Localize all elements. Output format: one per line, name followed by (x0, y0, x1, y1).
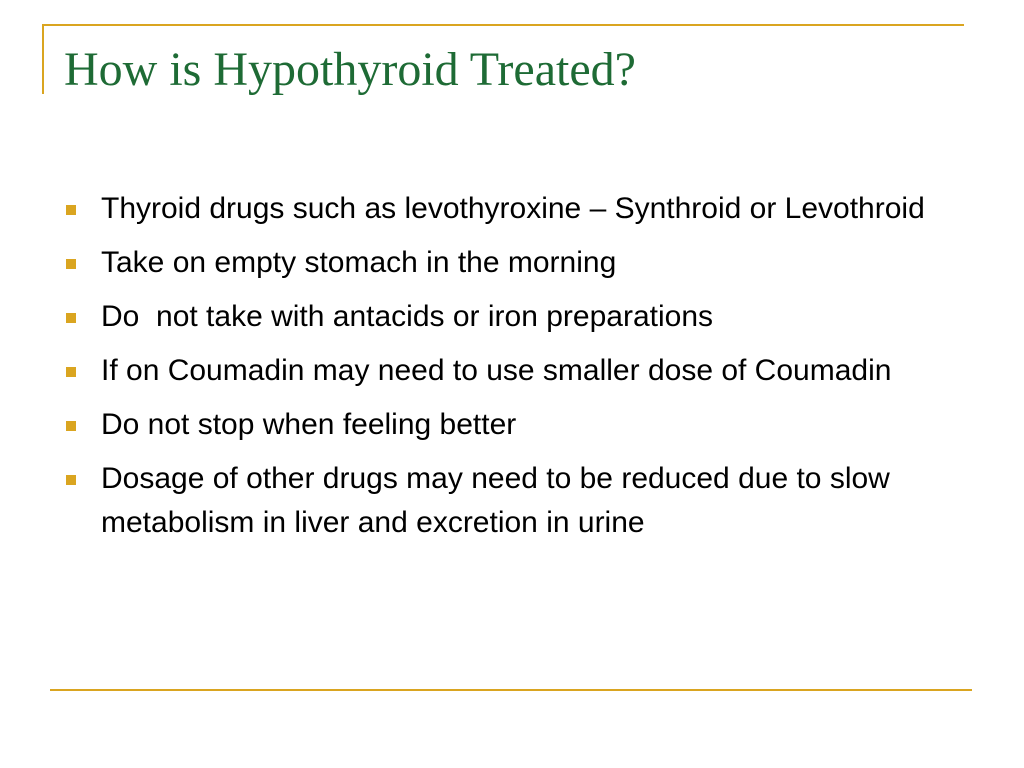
square-bullet-icon (66, 205, 76, 215)
bullet-text: Do not stop when feeling better (101, 408, 517, 441)
slide-title: How is Hypothyroid Treated? (64, 43, 636, 96)
left-accent-line (42, 24, 44, 94)
square-bullet-icon (66, 475, 76, 485)
bullet-text: Dosage of other drugs may need to be reduced due to slow metabolism in liver and excretion in urine (101, 462, 899, 539)
bullet-item (66, 403, 966, 447)
bullet-text: Do not take with antacids or iron preparations (101, 300, 713, 333)
bottom-accent-line (50, 689, 972, 691)
square-bullet-icon (66, 421, 76, 431)
bullet-item (66, 187, 966, 231)
bullet-item (66, 295, 966, 339)
bullet-item (66, 241, 966, 285)
square-bullet-icon (66, 367, 76, 377)
bullet-text: If on Coumadin may need to use smaller dose of Coumadin (101, 354, 892, 387)
square-bullet-icon (66, 313, 76, 323)
bullet-item (66, 349, 966, 393)
square-bullet-icon (66, 259, 76, 269)
top-accent-line (42, 24, 964, 26)
bullet-list (66, 187, 966, 555)
bullet-item (66, 457, 966, 545)
bullet-text: Thyroid drugs such as levothyroxine – Synthroid or Levothroid (101, 192, 925, 225)
bullet-text: Take on empty stomach in the morning (101, 246, 617, 279)
